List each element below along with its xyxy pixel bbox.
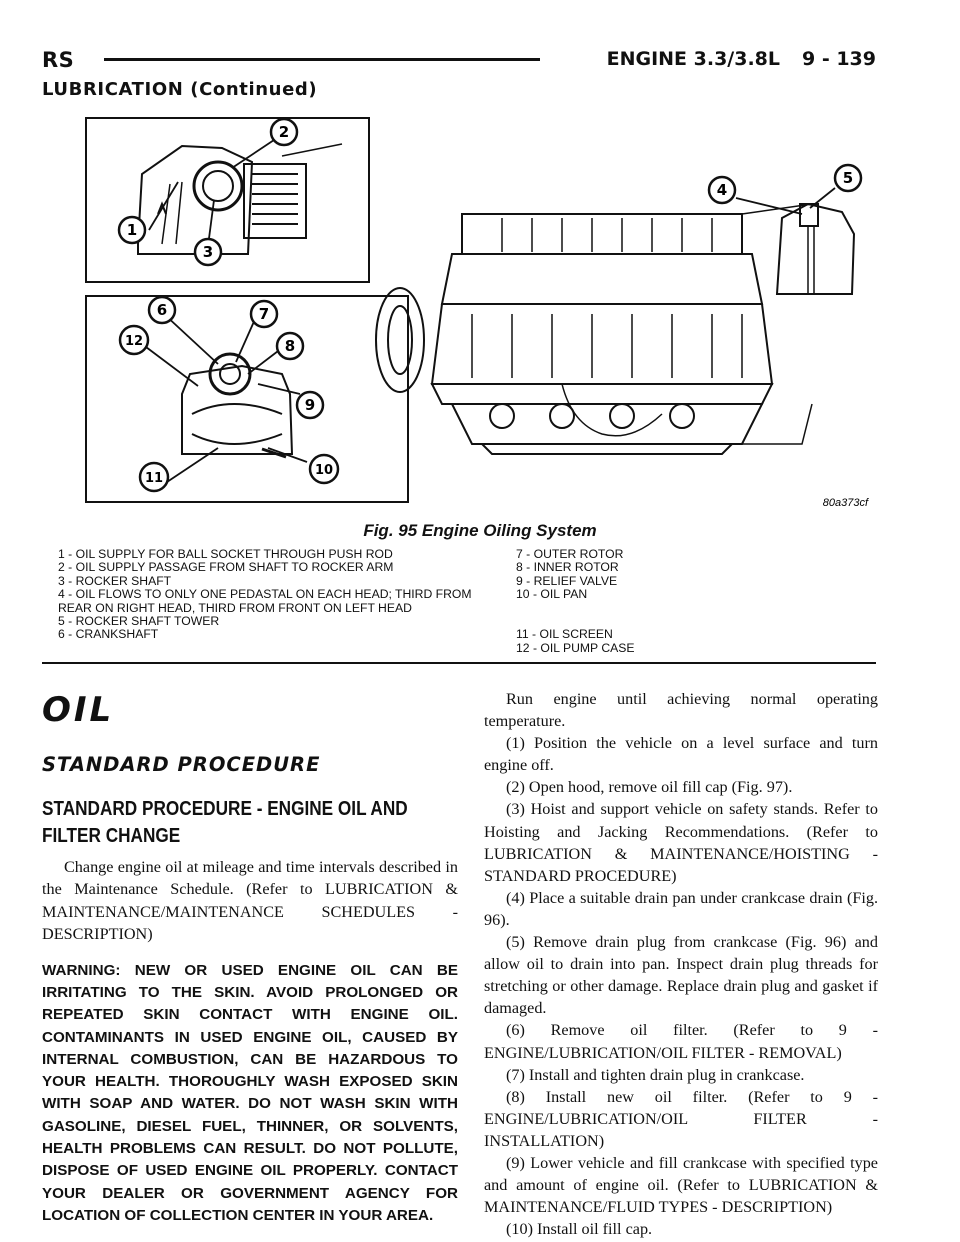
legend-divider: [42, 662, 876, 664]
legend-item: 9 - RELIEF VALVE: [516, 573, 618, 588]
procedure-step: (8) Install new oil filter. (Refer to 9 - ENGINE/LUBRICATION/OIL FILTER - INSTALLATION): [484, 1087, 878, 1150]
callout-12: 12: [124, 334, 144, 349]
engine-cutaway-drawing: [376, 204, 812, 454]
legend-item: 2 - OIL SUPPLY PASSAGE FROM SHAFT TO ROCKER ARM: [58, 560, 394, 575]
header-title: ENGINE 3.3/3.8L: [606, 48, 780, 70]
procedure-title-line-1: STANDARD PROCEDURE - ENGINE OIL AND: [42, 798, 408, 820]
procedure-step: (7) Install and tighten drain plug in crankcase.: [506, 1065, 805, 1084]
callout-7: 7: [258, 305, 270, 323]
page-number: 9 - 139: [802, 48, 876, 70]
continued-heading: LUBRICATION (Continued): [42, 79, 318, 100]
section-heading-standard-procedure: STANDARD PROCEDURE: [42, 753, 321, 776]
callout-11: 11: [144, 471, 164, 486]
legend-column-right: [516, 548, 856, 655]
figure-caption: Fig. 95 Engine Oiling System: [363, 521, 597, 540]
page-header: [42, 44, 876, 76]
procedure-title-line-2: FILTER CHANGE: [42, 825, 181, 847]
procedure-step: (1) Position the vehicle on a level surface and turn engine off.: [484, 734, 878, 775]
inset-rocker-box: [86, 118, 369, 282]
callout-4: 4: [716, 181, 728, 199]
header-rule: [104, 58, 540, 61]
callout-3: 3: [202, 243, 214, 261]
legend-item: 7 - OUTER ROTOR: [516, 547, 624, 561]
legend-item: 5 - ROCKER SHAFT TOWER: [58, 614, 220, 629]
legend-item: 8 - INNER ROTOR: [516, 560, 619, 575]
legend-item: 3 - ROCKER SHAFT: [58, 573, 172, 588]
header-right: [607, 48, 876, 70]
callout-6: 6: [156, 301, 168, 319]
legend-item: 10 - OIL PAN: [516, 587, 588, 602]
procedure-step: (10) Install oil fill cap.: [506, 1220, 653, 1239]
callout-5: 5: [842, 169, 854, 187]
right-column: [484, 688, 878, 1240]
legend-item: 4 - OIL FLOWS TO ONLY ONE PEDASTAL ON EACH HEAD; THIRD FROM REAR ON RIGHT HEAD, THIRD FROM FRONT ON LEFT HEAD: [58, 587, 472, 615]
legend-item: 1 - OIL SUPPLY FOR BALL SOCKET THROUGH PUSH ROD: [58, 547, 393, 561]
legend-item: 11 - OIL SCREEN: [516, 627, 613, 642]
oil-pump-drawing: [182, 354, 292, 457]
procedure-step: (5) Remove drain plug from crankcase (Fig. 96) and allow oil to drain into pan. Inspect drain plug threads for stretching or other damage. Replace drain plug and gasket if damaged.: [484, 933, 878, 1018]
left-column: [42, 688, 458, 1227]
callout-9: 9: [304, 396, 316, 414]
procedure-step: (3) Hoist and support vehicle on safety stands. Refer to Hoisting and Jacking Recommendations. (Refer to LUBRICATION & MAINTENANCE/HOISTING - STANDARD PROCEDURE): [484, 800, 878, 885]
procedure-step: (2) Open hood, remove oil fill cap (Fig. 97).: [506, 778, 793, 797]
intro-paragraph: Change engine oil at mileage and time intervals described in the Maintenance Schedule. (Refer to LUBRICATION & MAINTENANCE/MAINTENANCE SCHEDULES - DESCRIPTION): [42, 858, 458, 944]
procedure-title: [42, 796, 455, 850]
callout-2: 2: [278, 123, 290, 141]
legend-item: 12 - OIL PUMP CASE: [516, 640, 635, 655]
engine-oiling-diagram: [42, 104, 876, 514]
callout-10: 10: [314, 463, 334, 478]
header-section-code: RS: [42, 48, 75, 72]
callout-1: 1: [126, 221, 138, 239]
warning-paragraph: WARNING: NEW OR USED ENGINE OIL CAN BE IRRITATING TO THE SKIN. AVOID PROLONGED OR REPEATED SKIN CONTACT WITH ENGINE OIL. CONTAMINANTS IN USED ENGINE OIL, CAUSED BY INTERNAL COMBUSTION, CAN BE HAZARDOUS TO YOUR HEALTH. THOROUGHLY WASH EXPOSED SKIN WITH SOAP AND WATER. DO NOT WASH SKIN WITH GASOLINE, DIESEL FUEL, THINNER, OR SOLVENTS, HEALTH PROBLEMS CAN RESULT. DO NOT POLLUTE, DISPOSE OF USED ENGINE OIL PROPERLY. CONTACT YOUR DEALER OR GOVERNMENT AGENCY FOR LOCATION OF COLLECTION CENTER IN YOUR AREA.: [42, 961, 458, 1224]
procedure-step: (4) Place a suitable drain pan under crankcase drain (Fig. 96).: [484, 888, 878, 929]
rocker-tower-drawing: [777, 204, 854, 294]
legend-item: 6 - CRANKSHAFT: [58, 627, 159, 642]
figure-code: 80a373cf: [822, 497, 868, 509]
procedure-step: (9) Lower vehicle and fill crankcase with specified type and amount of engine oil. (Refer to LUBRICATION & MAINTENANCE/FLUID TYPES - DESCRIPTION): [484, 1153, 878, 1217]
procedure-step: (6) Remove oil filter. (Refer to 9 - ENGINE/LUBRICATION/OIL FILTER - REMOVAL): [484, 1021, 878, 1062]
section-title-oil: OIL: [42, 690, 115, 730]
run-engine-paragraph: Run engine until achieving normal operating temperature.: [484, 690, 878, 731]
legend-column-left: [58, 548, 488, 642]
callout-8: 8: [284, 337, 296, 355]
